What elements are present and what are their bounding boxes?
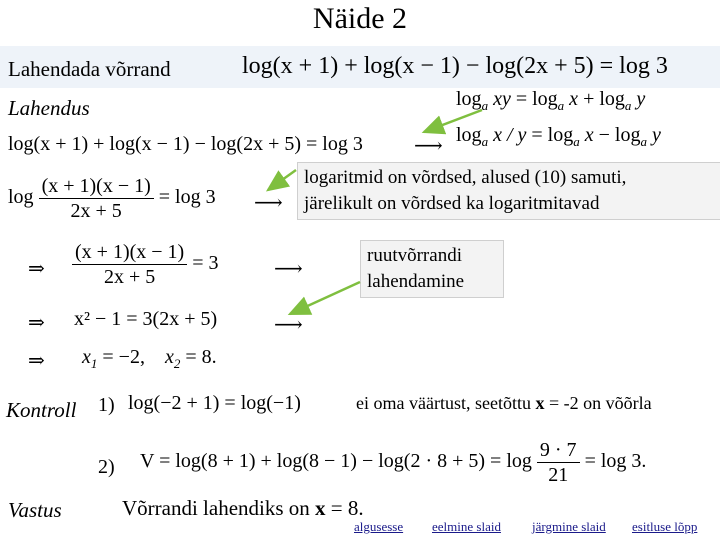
check-item-1-number: 1) — [98, 394, 115, 416]
arrow-line-3: ⟶ — [274, 258, 303, 280]
nav-start-link[interactable]: algusesse — [354, 519, 404, 534]
callout-quadratic-line-2: lahendamine — [367, 271, 465, 292]
callout-logs-line-2: järelikult on võrdsed ka logaritmitavad — [304, 193, 600, 214]
implies-line-4: ⇒ — [28, 312, 45, 334]
nav-end-link[interactable]: esitluse lõpp — [632, 519, 698, 534]
arrow-line-2: ⟶ — [254, 192, 283, 214]
solution-label: Lahendus — [8, 96, 90, 120]
arrow-to-line-4 — [290, 282, 360, 314]
solution-line-2: log $\frac{(x + 1)(x - 1)}{2x + 5}$ = log 3 — [8, 175, 216, 222]
arrow-line-4: ⟶ — [274, 314, 303, 336]
check-label: Kontroll — [6, 398, 77, 422]
solution-line-3: $\frac{(x + 1)(x - 1)}{2x + 5}$ = 3 — [72, 240, 218, 289]
answer-label: Vastus — [8, 498, 62, 522]
check-item-2-expression: V = log(8 + 1) + log(8 − 1) − log(2 · 8 + 5) = log $\frac{9 \cdot 7}{21}$ = log 3. — [140, 439, 647, 486]
slide-title: Näide 2 — [312, 2, 408, 35]
arrow-to-rules — [424, 110, 482, 132]
solution-line-4: x² − 1 = 3(2x + 5) — [74, 308, 218, 330]
rule-quotient: $\log_a x / y = \log_a x - \log_a y$ — [456, 124, 661, 149]
check-item-1-note: ei oma väärtust, seetõttu x = -2 on võõrla — [356, 393, 652, 413]
implies-line-5: ⇒ — [28, 350, 45, 372]
check-item-1-expression: log(−2 + 1) = log(−1) — [128, 392, 301, 414]
task-equation: log(x + 1) + log(x − 1) − log(2x + 5) = log 3 — [242, 53, 668, 79]
nav-next-link[interactable]: järgmine slaid — [532, 519, 606, 534]
nav-prev-link[interactable]: eelmine slaid — [432, 519, 501, 534]
solution-line-5: $x_1 = -2$, $x_2 = 8$. — [82, 346, 217, 371]
arrow-to-line-2 — [268, 170, 296, 190]
implies-line-3: ⇒ — [28, 258, 45, 280]
solution-line-1: log(x + 1) + log(x − 1) − log(2x + 5) = log 3 — [8, 133, 363, 155]
rule-product: $\log_a$ xy = $\log_a x + \log_a y$ — [456, 88, 646, 113]
arrow-line-1: ⟶ — [414, 135, 443, 157]
callout-logs-line-1: logaritmid on võrdsed, alused (10) samuti, — [304, 167, 627, 188]
task-label: Lahendada võrrand — [8, 57, 171, 81]
answer-text: Võrrandi lahendiks on x = 8. — [122, 496, 364, 520]
check-item-2-number: 2) — [98, 456, 115, 478]
callout-quadratic-line-1: ruutvõrrandi — [367, 245, 462, 266]
